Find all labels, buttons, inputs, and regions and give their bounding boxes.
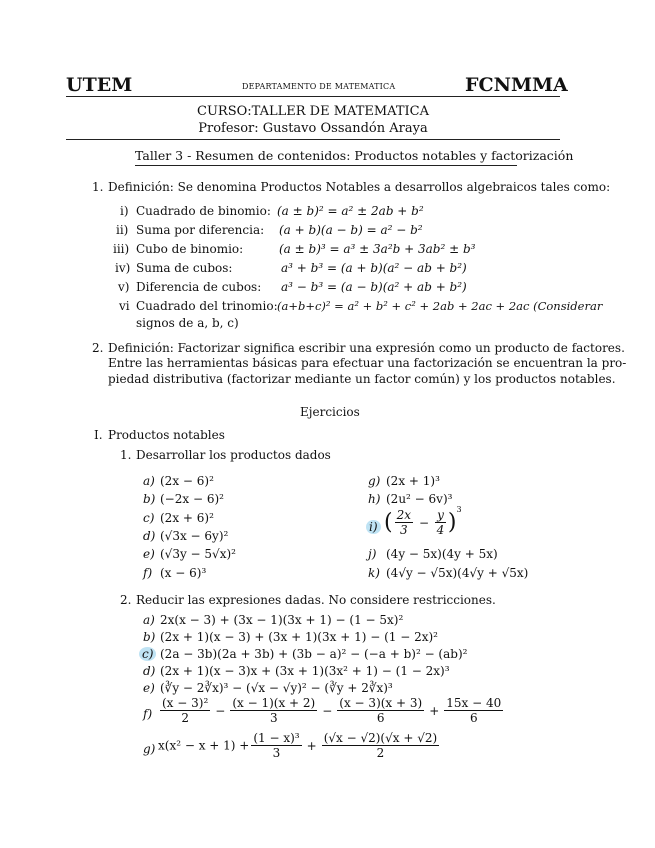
- def1-item-formula: (a+b+c)² = a² + b² + c² + 2ab + 2ac + 2ac (Considerar: [277, 299, 603, 313]
- item-label: h): [368, 492, 381, 506]
- expression-prefix: x(x² − x + 1) +: [158, 738, 250, 753]
- operator: +: [306, 738, 317, 753]
- def1-item-label: Suma de cubos:: [136, 261, 233, 275]
- def1-item-num: i): [120, 204, 129, 218]
- def1-item-label: Cuadrado del trinomio:: [136, 299, 278, 313]
- def1-item-formula: (a ± b)² = a² ± 2ab + b²: [277, 204, 424, 218]
- def1-item-formula: a³ + b³ = (a + b)(a² − ab + b²): [281, 261, 467, 275]
- item-label: f): [143, 566, 153, 580]
- fraction-denominator: 3: [272, 746, 281, 760]
- operator: −: [322, 703, 333, 718]
- item-expression: (2x + 1)(x − 3) + (3x + 1)(3x + 1) − (1 − 2x)²: [160, 630, 438, 644]
- fraction-denominator: 2: [181, 711, 189, 725]
- item-expression: (x − 6)³: [160, 566, 207, 580]
- header-rule: [66, 96, 560, 97]
- item-expression: 2x(x − 3) + (3x − 1)(3x + 1) − (1 − 5x)²: [160, 613, 404, 627]
- course-title: CURSO:TALLER DE MATEMATICA: [197, 104, 429, 119]
- item-label: e): [143, 547, 155, 561]
- def2-line: piedad distributiva (factorizar mediante un factor común) y los productos notables.: [108, 372, 616, 386]
- item-expression: (4y − 5x)(4y + 5x): [386, 547, 498, 561]
- def1-item-num: ii): [116, 223, 129, 237]
- fraction-numerator: (x − 1)(x + 2): [232, 696, 316, 710]
- item-expression: (√3x − 6y)²: [160, 529, 229, 543]
- item-expression-fraction: ( $\frac{2x}{3}$ − $\frac{y}{4}$ )$^3$: [384, 505, 462, 537]
- item-label: e): [143, 681, 155, 695]
- header-left-title: UTEM: [66, 74, 133, 96]
- def1-item-num: v): [118, 280, 130, 294]
- fraction-numerator: (x − 3)²: [162, 696, 209, 710]
- item-label-highlighted: [366, 520, 381, 534]
- def2-line: Entre las herramientas básicas para efectuar una factorización se encuentran la pro-: [108, 356, 627, 370]
- item-label: f): [143, 707, 153, 721]
- fraction-denominator: 6: [376, 711, 385, 725]
- item-label-highlighted: [139, 647, 156, 661]
- def1-item-formula: a³ − b³ = (a − b)(a² + ab + b²): [281, 280, 467, 294]
- section-title: Productos notables: [108, 428, 225, 442]
- item-label: b): [143, 492, 156, 506]
- item-expression-g: [158, 731, 441, 760]
- item-label: a): [143, 613, 155, 627]
- fraction-numerator: 15x − 40: [446, 696, 502, 710]
- item-expression: (4√y − √5x)(4√y + √5x): [386, 566, 529, 580]
- def1-item-continuation: signos de a, b, c): [136, 316, 239, 330]
- def1-item-label: Cuadrado de binomio:: [136, 204, 271, 218]
- def1-item-label: Diferencia de cubos:: [136, 280, 262, 294]
- item-label: g): [143, 742, 156, 756]
- item-expression: (√3y − 5√x)²: [160, 547, 236, 561]
- taller-underline: [135, 165, 517, 166]
- def1-item-label: Suma por diferencia:: [136, 223, 265, 237]
- item-expression: (2x + 1)³: [386, 474, 440, 488]
- item-expression: (2x + 1)(x − 3)x + (3x + 1)(3x² + 1) − (1 − 2x)³: [160, 664, 450, 678]
- highlight-mark: i): [366, 520, 381, 534]
- fraction-denominator: 2: [376, 746, 385, 760]
- ejercicios-heading: Ejercicios: [300, 405, 360, 419]
- operator: −: [215, 703, 226, 718]
- fraction-numerator: (√x − √2)(√x + √2): [323, 731, 438, 745]
- item-label: c): [143, 511, 155, 525]
- exercise-title: Desarrollar los productos dados: [136, 448, 331, 462]
- exercise-number: 2.: [120, 593, 132, 607]
- item-label: d): [143, 529, 156, 543]
- header-right-title: FCNMMA: [465, 74, 568, 96]
- operator: +: [429, 703, 440, 718]
- def1-item-label: Cubo de binomio:: [136, 242, 244, 256]
- item-expression: (∛y − 2∛x)³ − (√x − √y)² − (∛y + 2∛x)³: [160, 681, 393, 695]
- exercise-number: 1.: [120, 448, 132, 462]
- header-department: DEPARTAMENTO DE MATEMATICA: [242, 82, 396, 91]
- item-expression: (2u² − 6v)³: [386, 492, 453, 506]
- fraction-denominator: 6: [469, 711, 478, 725]
- item-expression: (2x + 6)²: [160, 511, 214, 525]
- def1-item-formula: (a ± b)³ = a³ ± 3a²b + 3ab² ± b³: [279, 242, 476, 256]
- taller-title: Taller 3 - Resumen de contenidos: Productos notables y factorización: [135, 148, 574, 163]
- item-label: d): [143, 664, 156, 678]
- fraction-numerator: (x − 3)(x + 3): [339, 696, 423, 710]
- item-label: j): [368, 547, 377, 561]
- section-number: I.: [94, 428, 103, 442]
- fraction-denominator: 3: [269, 711, 278, 725]
- item-expression: (2a − 3b)(2a + 3b) + (3b − a)² − (−a + b)² − (ab)²: [160, 647, 468, 661]
- def1-text: Definición: Se denomina Productos Notables a desarrollos algebraicos tales como:: [108, 180, 611, 194]
- item-label: k): [368, 566, 380, 580]
- highlight-mark: c): [139, 647, 156, 661]
- fraction-numerator: 2x: [396, 508, 411, 522]
- def2-line: Definición: Factorizar significa escribir una expresión como un producto de factores.: [108, 341, 625, 355]
- exponent: 3: [456, 505, 462, 514]
- fraction-denominator: 4: [436, 523, 445, 537]
- fraction-numerator: y: [437, 508, 444, 522]
- item-expression: (2x − 6)²: [160, 474, 214, 488]
- exercise-title: Reducir las expresiones dadas. No considere restricciones.: [136, 593, 496, 607]
- item-expression: (−2x − 6)²: [160, 492, 224, 506]
- item-label: a): [143, 474, 155, 488]
- fraction-denominator: 3: [399, 523, 408, 537]
- def2-number: 2.: [92, 341, 104, 355]
- item-label: b): [143, 630, 156, 644]
- course-rule: [66, 139, 560, 140]
- def1-item-num: iii): [113, 242, 130, 256]
- def1-item-num: iv): [115, 261, 131, 275]
- def1-number: 1.: [92, 180, 104, 194]
- item-label: g): [368, 474, 381, 488]
- fraction-numerator: (1 − x)³: [253, 731, 300, 745]
- def1-item-num: vi: [119, 299, 130, 313]
- professor-line: Profesor: Gustavo Ossandón Araya: [198, 121, 428, 136]
- def1-item-formula: (a + b)(a − b) = a² − b²: [279, 223, 423, 237]
- operator: −: [419, 515, 430, 530]
- item-expression-f: [158, 696, 505, 725]
